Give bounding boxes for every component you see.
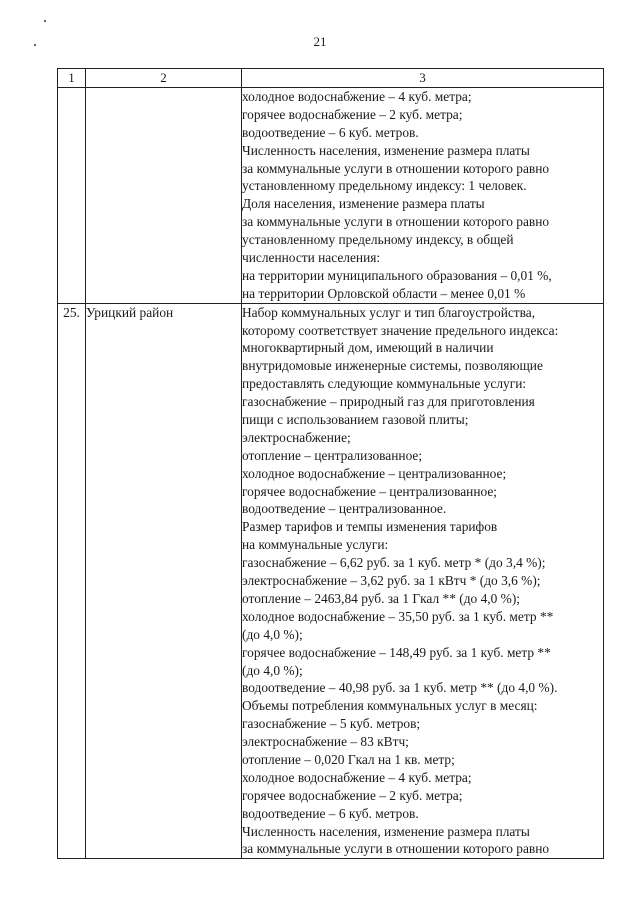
row-number-cell	[58, 88, 86, 304]
text-line: горячее водоснабжение – 2 куб. метра;	[242, 106, 463, 122]
text-line: пищи с использованием газовой плиты;	[242, 412, 469, 428]
text-line: отопление – 0,020 Гкал на 1 кв. метр;	[242, 751, 455, 767]
row-district-cell	[86, 88, 242, 304]
page-number: 21	[313, 34, 327, 49]
column-header-number: 1	[58, 69, 86, 88]
text-line: на территории Орловской области – менее 0,01 %	[242, 285, 526, 301]
text-line: Численность населения, изменение размера платы	[242, 142, 530, 158]
text-line: численности населения:	[242, 250, 381, 266]
text-line: многоквартирный дом, имеющий в наличии	[242, 340, 494, 356]
text-line: за коммунальные услуги в отношении которого равно	[242, 214, 550, 230]
text-line: электроснабжение;	[242, 429, 351, 445]
column-header-district: 2	[86, 69, 242, 88]
text-line: за коммунальные услуги в отношении которого равно	[242, 841, 550, 857]
text-line: горячее водоснабжение – 2 куб. метра;	[242, 787, 463, 803]
text-line: Размер тарифов и темпы изменения тарифов	[242, 519, 498, 535]
text-line: которому соответствует значение предельного индекса:	[242, 322, 559, 338]
text-line: на территории муниципального образования – 0,01 %,	[242, 267, 552, 283]
row-details-cell	[242, 303, 604, 859]
text-line: отопление – централизованное;	[242, 447, 423, 463]
text-line: газоснабжение – природный газ для приготовления	[242, 394, 535, 410]
scan-speck	[44, 20, 46, 22]
text-line: (до 4,0 %);	[242, 626, 303, 642]
text-line: Набор коммунальных услуг и тип благоустройства,	[242, 304, 536, 320]
text-line: на коммунальные услуги:	[242, 537, 389, 553]
row-details-cell	[242, 88, 604, 304]
text-line: водоотведение – централизованное.	[242, 501, 447, 517]
table-row-25	[58, 303, 604, 859]
text-line: холодное водоснабжение – 4 куб. метра;	[242, 89, 472, 104]
text-line: предоставлять следующие коммунальные услуги:	[242, 376, 527, 392]
text-line: холодное водоснабжение – 4 куб. метра;	[242, 769, 472, 785]
text-line: водоотведение – 6 куб. метров.	[242, 805, 419, 821]
text-line: Численность населения, изменение размера платы	[242, 823, 530, 839]
text-line: отопление – 2463,84 руб. за 1 Гкал ** (до 4,0 %);	[242, 590, 520, 606]
text-line: установленному предельному индексу, в общей	[242, 232, 514, 248]
text-line: водоотведение – 40,98 руб. за 1 куб. метр ** (до 4,0 %).	[242, 680, 558, 696]
row-number-cell: 25.	[58, 303, 86, 859]
row-district-cell: Урицкий район	[86, 303, 242, 859]
text-line: газоснабжение – 5 куб. метров;	[242, 716, 421, 732]
table-header-row	[58, 69, 604, 88]
text-line: горячее водоснабжение – 148,49 руб. за 1 куб. метр **	[242, 644, 551, 660]
text-line: электроснабжение – 3,62 руб. за 1 кВтч * (до 3,6 %);	[242, 573, 541, 589]
column-header-details: 3	[242, 69, 604, 88]
text-line: Объемы потребления коммунальных услуг в месяц:	[242, 698, 538, 714]
text-line: горячее водоснабжение – централизованное;	[242, 483, 498, 499]
text-line: холодное водоснабжение – 35,50 руб. за 1 куб. метр **	[242, 608, 554, 624]
text-line: холодное водоснабжение – централизованное;	[242, 465, 507, 481]
table-row-continued	[58, 88, 604, 304]
text-line: Доля населения, изменение размера платы	[242, 196, 485, 212]
text-line: электроснабжение – 83 кВтч;	[242, 734, 409, 750]
text-line: за коммунальные услуги в отношении которого равно	[242, 160, 550, 176]
text-line: внутридомовые инженерные системы, позволяющие	[242, 358, 543, 374]
document-table	[57, 68, 604, 859]
text-line: установленному предельному индексу: 1 человек.	[242, 178, 527, 194]
text-line: водоотведение – 6 куб. метров.	[242, 124, 419, 140]
text-line: (до 4,0 %);	[242, 662, 303, 678]
text-line: газоснабжение – 6,62 руб. за 1 куб. метр * (до 3,4 %);	[242, 555, 546, 571]
